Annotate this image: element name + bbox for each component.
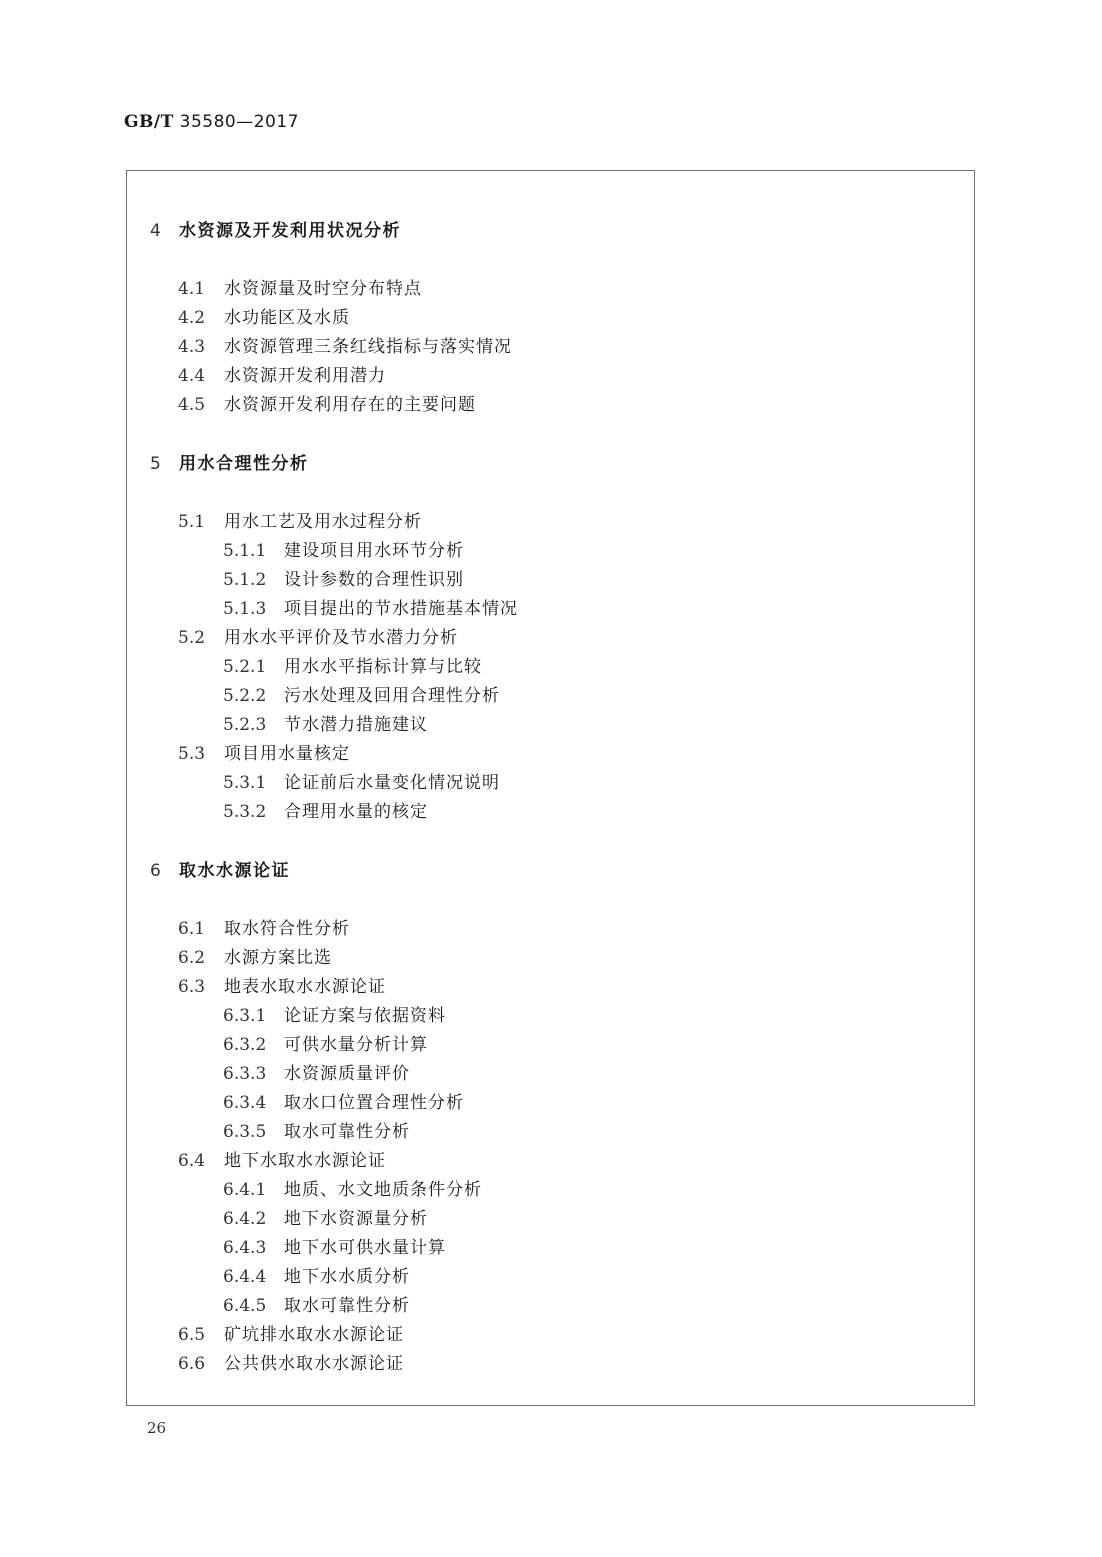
clause-6-3-3 (223, 1061, 410, 1087)
subsection-6-3 (178, 974, 386, 1000)
section-heading-6 (150, 858, 290, 884)
standard-prefix: GB/T (124, 112, 174, 132)
section-number: 6 (150, 861, 161, 881)
subsection-4-5 (178, 392, 476, 418)
standard-number: 35580—2017 (179, 112, 299, 132)
subsection-title: 公共供水取水水源论证 (224, 1354, 404, 1374)
clause-number: 5.1.2 (223, 570, 267, 590)
subsection-5-2 (178, 625, 458, 651)
clause-number: 6.4.5 (223, 1296, 267, 1316)
clause-title: 地下水可供水量计算 (284, 1238, 446, 1258)
subsection-4-3 (178, 334, 512, 360)
subsection-number: 4.2 (178, 308, 206, 328)
subsection-number: 4.3 (178, 337, 206, 357)
clause-number: 5.1.1 (223, 541, 267, 561)
clause-title: 地下水水质分析 (284, 1267, 410, 1287)
standard-code (124, 112, 299, 132)
clause-5-3-2 (223, 799, 428, 825)
subsection-number: 5.2 (178, 628, 206, 648)
subsection-title: 用水水平评价及节水潜力分析 (224, 628, 458, 648)
clause-5-1-3 (223, 596, 518, 622)
clause-number: 6.4.3 (223, 1238, 267, 1258)
subsection-5-3 (178, 741, 350, 767)
clause-title: 取水可靠性分析 (284, 1122, 410, 1142)
clause-title: 节水潜力措施建议 (284, 715, 428, 735)
section-heading-5 (150, 451, 309, 477)
subsection-4-4 (178, 363, 386, 389)
subsection-number: 6.4 (178, 1151, 206, 1171)
subsection-number: 6.6 (178, 1354, 206, 1374)
section-heading-4 (150, 218, 401, 244)
clause-number: 6.3.1 (223, 1006, 267, 1026)
subsection-4-1 (178, 276, 422, 302)
clause-6-4-2 (223, 1206, 428, 1232)
clause-number: 6.3.3 (223, 1064, 267, 1084)
clause-title: 建设项目用水环节分析 (284, 541, 464, 561)
clause-6-3-1 (223, 1003, 446, 1029)
subsection-6-1 (178, 916, 350, 942)
clause-number: 5.3.1 (223, 773, 267, 793)
clause-5-1-1 (223, 538, 464, 564)
clause-title: 合理用水量的核定 (284, 802, 428, 822)
clause-6-3-5 (223, 1119, 410, 1145)
section-title: 取水水源论证 (179, 861, 290, 881)
subsection-number: 5.3 (178, 744, 206, 764)
subsection-number: 6.1 (178, 919, 206, 939)
subsection-5-1 (178, 509, 422, 535)
clause-title: 论证方案与依据资料 (284, 1006, 446, 1026)
subsection-number: 5.1 (178, 512, 206, 532)
subsection-title: 水功能区及水质 (224, 308, 350, 328)
clause-6-3-4 (223, 1090, 464, 1116)
subsection-title: 地表水取水水源论证 (224, 977, 386, 997)
subsection-number: 4.5 (178, 395, 206, 415)
subsection-6-5 (178, 1322, 404, 1348)
clause-number: 5.2.3 (223, 715, 267, 735)
subsection-number: 6.3 (178, 977, 206, 997)
clause-5-2-1 (223, 654, 482, 680)
clause-number: 5.3.2 (223, 802, 267, 822)
subsection-title: 项目用水量核定 (224, 744, 350, 764)
clause-6-4-3 (223, 1235, 446, 1261)
subsection-number: 4.1 (178, 279, 206, 299)
subsection-title: 矿坑排水取水水源论证 (224, 1325, 404, 1345)
clause-number: 6.3.4 (223, 1093, 267, 1113)
clause-title: 污水处理及回用合理性分析 (284, 686, 500, 706)
clause-title: 项目提出的节水措施基本情况 (284, 599, 518, 619)
clause-number: 5.2.2 (223, 686, 267, 706)
subsection-number: 6.5 (178, 1325, 206, 1345)
subsection-title: 取水符合性分析 (224, 919, 350, 939)
clause-6-4-4 (223, 1264, 410, 1290)
clause-title: 地质、水文地质条件分析 (284, 1180, 482, 1200)
subsection-title: 用水工艺及用水过程分析 (224, 512, 422, 532)
clause-title: 用水水平指标计算与比较 (284, 657, 482, 677)
clause-6-4-5 (223, 1293, 410, 1319)
subsection-6-2 (178, 945, 332, 971)
clause-number: 6.4.1 (223, 1180, 267, 1200)
subsection-number: 4.4 (178, 366, 206, 386)
subsection-6-6 (178, 1351, 404, 1377)
subsection-title: 水资源管理三条红线指标与落实情况 (224, 337, 512, 357)
clause-5-2-2 (223, 683, 500, 709)
clause-title: 可供水量分析计算 (284, 1035, 428, 1055)
subsection-title: 水资源开发利用潜力 (224, 366, 386, 386)
clause-title: 水资源质量评价 (284, 1064, 410, 1084)
clause-number: 5.2.1 (223, 657, 267, 677)
section-title: 水资源及开发利用状况分析 (179, 221, 401, 241)
section-title: 用水合理性分析 (179, 454, 309, 474)
subsection-4-2 (178, 305, 350, 331)
clause-title: 取水口位置合理性分析 (284, 1093, 464, 1113)
subsection-number: 6.2 (178, 948, 206, 968)
subsection-title: 地下水取水水源论证 (224, 1151, 386, 1171)
section-number: 5 (150, 454, 161, 474)
clause-title: 论证前后水量变化情况说明 (284, 773, 500, 793)
clause-5-2-3 (223, 712, 428, 738)
subsection-title: 水源方案比选 (224, 948, 332, 968)
clause-title: 取水可靠性分析 (284, 1296, 410, 1316)
subsection-title: 水资源量及时空分布特点 (224, 279, 422, 299)
clause-6-4-1 (223, 1177, 482, 1203)
page-number: 26 (147, 1419, 167, 1437)
clause-number: 6.4.2 (223, 1209, 267, 1229)
section-number: 4 (150, 221, 161, 241)
clause-number: 6.3.5 (223, 1122, 267, 1142)
subsection-6-4 (178, 1148, 386, 1174)
clause-5-3-1 (223, 770, 500, 796)
clause-number: 6.4.4 (223, 1267, 267, 1287)
clause-6-3-2 (223, 1032, 428, 1058)
clause-number: 6.3.2 (223, 1035, 267, 1055)
clause-title: 地下水资源量分析 (284, 1209, 428, 1229)
clause-number: 5.1.3 (223, 599, 267, 619)
clause-title: 设计参数的合理性识别 (284, 570, 464, 590)
subsection-title: 水资源开发利用存在的主要问题 (224, 395, 476, 415)
clause-5-1-2 (223, 567, 464, 593)
